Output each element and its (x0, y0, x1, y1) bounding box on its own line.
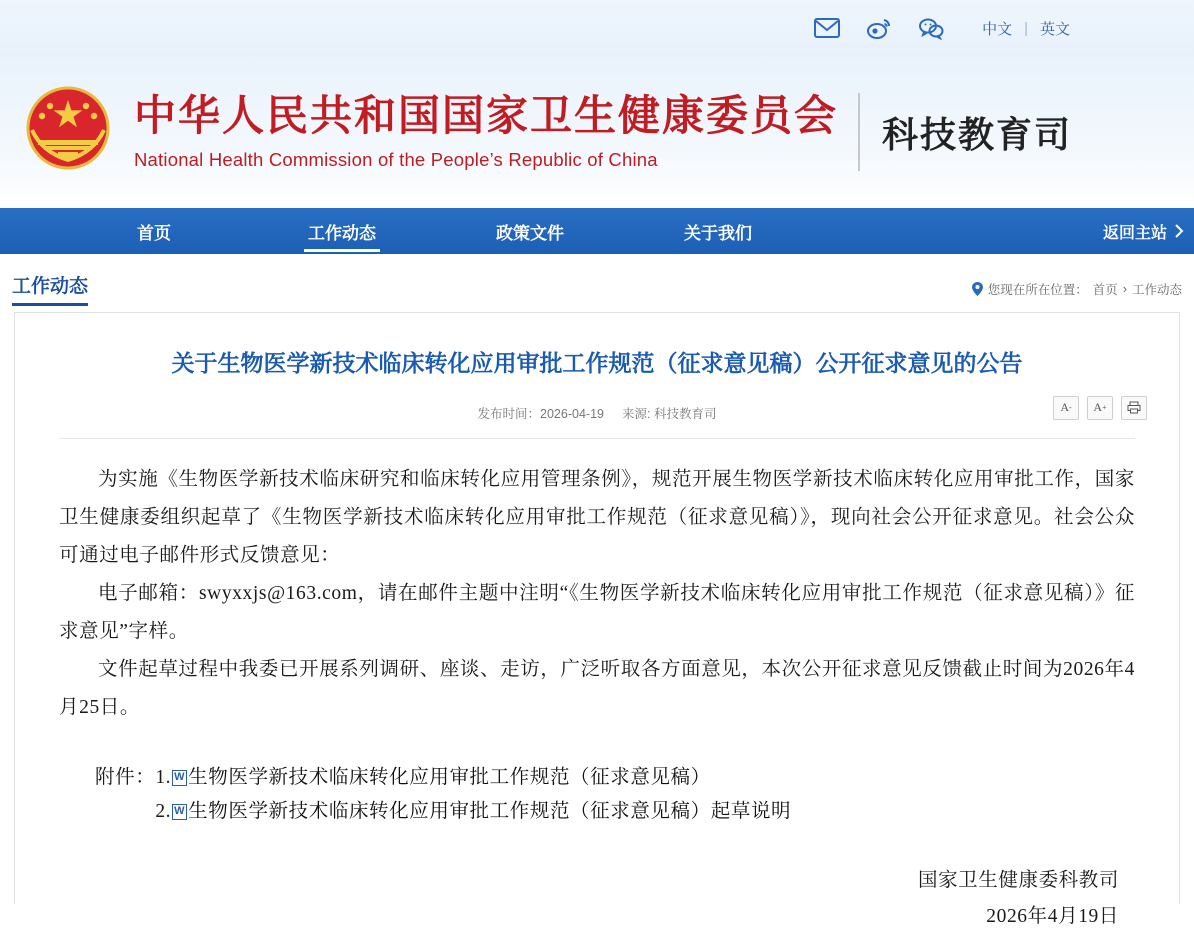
lang-en-link[interactable]: 英文 (1039, 20, 1070, 38)
article-paragraph: 为实施《生物医学新技术临床研究和临床转化应用管理条例》，规范开展生物医学新技术临床转化应用审批工作，国家卫生健康委组织起草了《生物医学新技术临床转化应用审批工作规范（征求意见稿）》，现向社会公开征求意见。社会公众可通过电子邮件形式反馈意见： (59, 468, 1135, 566)
attachment-row (95, 761, 1135, 795)
weibo-icon[interactable] (866, 15, 892, 41)
signature-org: 国家卫生健康委科教司 (917, 869, 1119, 891)
mail-icon[interactable] (814, 15, 840, 41)
lang-cn-link[interactable]: 中文 (982, 20, 1013, 38)
breadcrumb-separator: › (1122, 282, 1127, 296)
org-title-cn: 中华人民共和国国家卫生健康委员会 (134, 91, 839, 141)
back-to-main-site-link[interactable] (1103, 208, 1184, 254)
attachment-number: 2. (155, 800, 172, 822)
meta-divider (59, 438, 1135, 439)
main-nav (0, 208, 1194, 254)
breadcrumb-prefix: 您现在所在位置： (987, 283, 1088, 297)
org-title-group (134, 93, 838, 170)
header-title-block (134, 93, 1072, 171)
site-header (0, 56, 1194, 208)
attachment-number: 1. (155, 766, 172, 788)
nav-item-home[interactable]: 首页 (137, 223, 171, 244)
lang-separator: | (1024, 19, 1028, 37)
article-paragraph: 文件起草过程中我委已开展系列调研、座谈、走访，广泛听取各方面意见，本次公开征求意见反馈截止时间为2026年4月25日。 (59, 658, 1135, 718)
word-document-icon (172, 770, 187, 786)
back-to-main-site-label: 返回主站 (1102, 222, 1167, 242)
source-value: 科技教育司 (653, 406, 717, 421)
article-body (59, 461, 1135, 935)
breadcrumb-item-home[interactable]: 首页 (1092, 283, 1118, 297)
attachment-row (95, 795, 1135, 829)
publish-date: 2026-04-19 (540, 406, 604, 421)
font-decrease-button[interactable]: A - (1053, 396, 1079, 420)
attachment-link[interactable]: 生物医学新技术临床转化应用审批工作规范（征求意见稿） (188, 766, 711, 788)
wechat-icon[interactable] (918, 15, 944, 41)
breadcrumb-item-current[interactable]: 工作动态 (1131, 283, 1182, 297)
article-signature (59, 863, 1135, 935)
word-document-icon (172, 804, 187, 820)
article-paragraph: 电子邮箱：swyxxjs@163.com，请在邮件主题中注明“《生物医学新技术临床转化应用审批工作规范（征求意见稿）》征求意见”字样。 (59, 582, 1135, 642)
nav-item-work-news[interactable]: 工作动态 (248, 208, 436, 254)
page-title: 工作动态 (12, 271, 88, 306)
article-tools (1053, 396, 1147, 420)
department-name: 科技教育司 (882, 114, 1073, 156)
nav-item-about[interactable]: 关于我们 (684, 223, 752, 244)
top-icon-group (814, 15, 944, 41)
attachments-label: 附件： (95, 766, 156, 788)
attachment-list (59, 761, 1135, 829)
nav-item-policy[interactable]: 政策文件 (496, 223, 564, 244)
location-pin-icon (972, 282, 983, 296)
national-emblem (14, 78, 122, 186)
chevron-right-icon (1175, 224, 1184, 238)
article-card (14, 312, 1180, 927)
publish-time-label: 发布时间： (477, 406, 541, 421)
breadcrumb-row (0, 254, 1194, 306)
signature-date: 2026年4月19日 (986, 905, 1119, 927)
top-utility-bar (0, 0, 1194, 56)
breadcrumb (972, 280, 1182, 306)
article-meta (59, 400, 1135, 422)
print-button[interactable] (1121, 396, 1147, 420)
title-divider (858, 93, 860, 171)
org-title-en: National Health Commission of the People’s Republic of China (134, 148, 658, 170)
nav-item-list (60, 208, 812, 254)
language-switcher (982, 18, 1070, 39)
source-label: 来源: (621, 406, 651, 421)
attachment-link[interactable]: 生物医学新技术临床转化应用审批工作规范（征求意见稿）起草说明 (188, 800, 792, 822)
article-title: 关于生物医学新技术临床转化应用审批工作规范（征求意见稿）公开征求意见的公告 (171, 351, 1023, 377)
font-increase-button[interactable]: A + (1087, 396, 1113, 420)
